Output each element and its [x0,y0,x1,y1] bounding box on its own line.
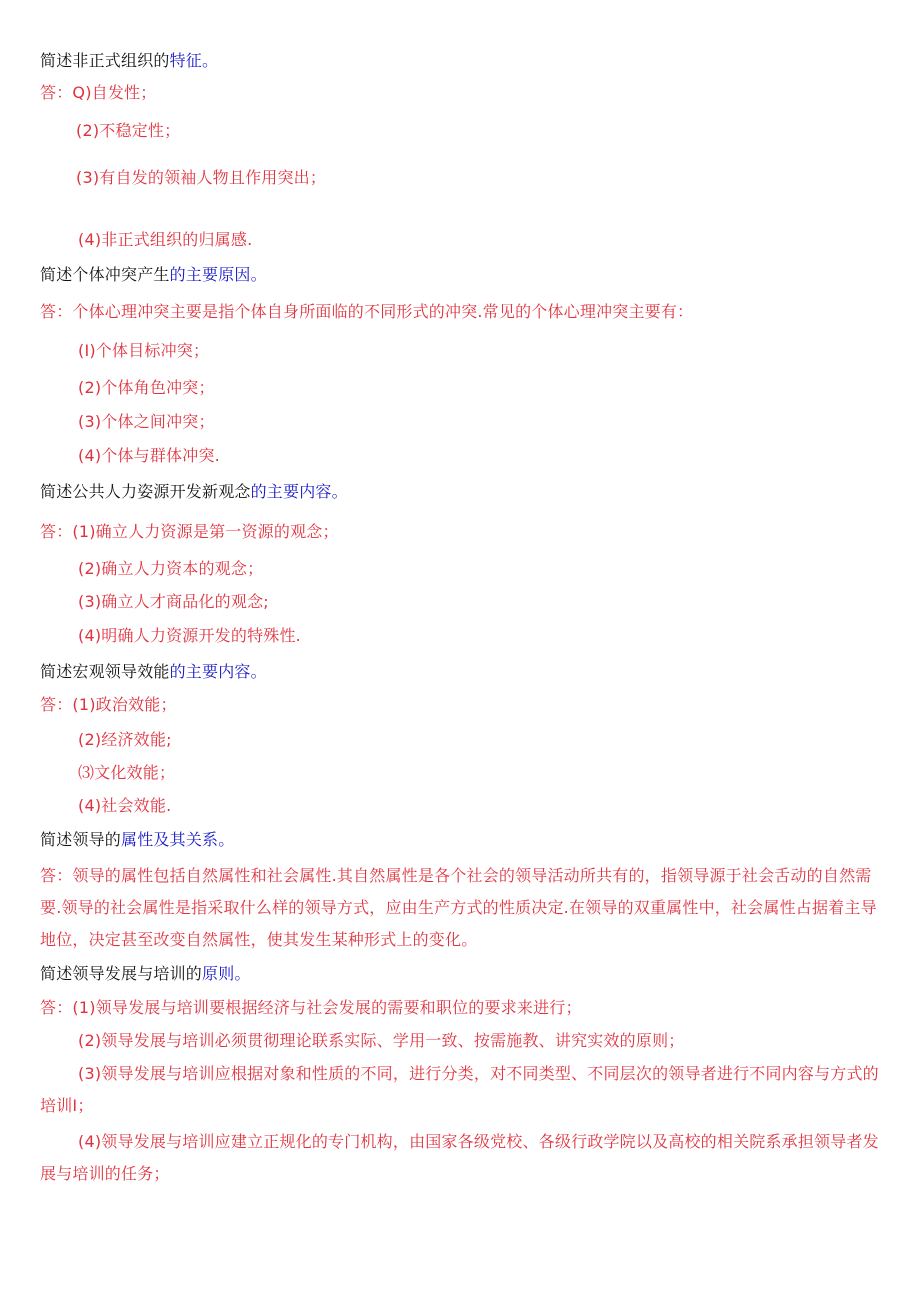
answer-line: (4)明确人力资源开发的特殊性. [78,626,301,645]
question-text: 简述宏观领导效能 [40,662,170,681]
answer-line: (3)个体之间冲突； [78,412,215,431]
answer-line: ⑶文化效能； [78,763,176,782]
answer-paragraph: (3)领导发展与培训应根据对象和性质的不同，进行分类，对不同类型、不同层次的领导者进行不同内容与方式的培训I； [40,1064,879,1115]
answer-line: 答：(1)领导发展与培训要根据经济与社会发展的需要和职位的要求来进行； [40,998,582,1017]
question-title [40,661,267,683]
answer-line: (2)经济效能; [78,730,172,749]
answer-line: 答：个体心理冲突主要是指个体自身所面临的不同形式的冲突.常见的个体心理冲突主要有： [40,302,694,321]
answer-paragraph: (4)领导发展与培训应建立正规化的专门机构，由国家各级党校、各级行政学院以及高校的相关院系承担领导者发展与培训的任务； [40,1132,879,1183]
answer-line: 答：(1)确立人力资源是第一资源的观念； [40,522,339,541]
answer-line: (3)有自发的领袖人物且作用突出； [76,168,327,187]
answer-line: (3)确立人才商品化的观念; [78,592,269,611]
answer-line: (4)社会效能. [78,796,172,815]
question-highlight: 原则。 [202,964,251,983]
question-title [40,963,251,985]
answer-line: (I)个体目标冲突； [78,341,210,360]
answer-line: (4)个体与群体冲突. [78,446,220,465]
question-title [40,829,234,851]
question-highlight: 的主要内容。 [169,662,267,681]
answer-line: (4)非正式组织的归属感. [78,230,253,249]
question-text: 简述公共人力姿源开发新观念 [40,482,251,501]
question-highlight: 的主要内容。 [250,482,348,501]
question-highlight: 属性及其关系。 [121,830,235,849]
question-highlight: 的主要原因。 [169,265,267,284]
answer-line: (2)不稳定性； [76,121,181,140]
question-title [40,264,267,286]
answer-line: (2)领导发展与培训必须贯彻理论联系实际、学用一致、按需施教、讲究实效的原则； [78,1031,685,1050]
question-highlight: 特征。 [169,51,219,70]
question-title [40,50,218,72]
answer-line: 答：(1)政治效能； [40,695,177,714]
question-text: 简述非正式组织的 [40,51,170,70]
question-text: 简述领导发展与培训的 [40,964,203,983]
answer-line: 答：Q)自发性； [40,83,157,102]
question-text: 简述个体冲突产生 [40,265,170,284]
question-title [40,481,348,503]
answer-line: (2)确立人力资本的观念； [78,559,264,578]
answer-line: (2)个体角色冲突； [78,378,215,397]
question-text: 简述领导的 [40,830,122,849]
answer-paragraph: 答：领导的属性包括自然属性和社会属性.其自然属性是各个社会的领导活动所共有的，指领导源于社会舌动的自然需要.领导的社会属性是指采取什么样的领导方式，应由生产方式的性质决定.在领导的双重属性中，社会属性占据着主导地位，决定甚至改变自然属性，使其发生某种形式上的变化。 [40,866,877,949]
